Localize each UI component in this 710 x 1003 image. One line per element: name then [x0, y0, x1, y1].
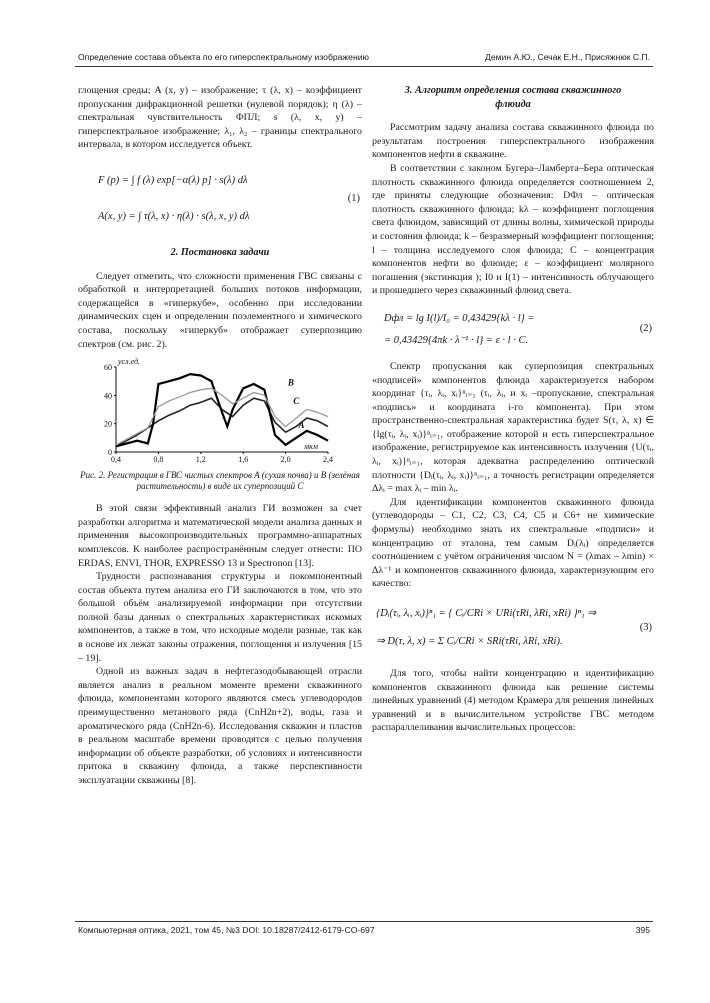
spectra-chart: [78, 355, 362, 470]
page-footer: [75, 921, 653, 936]
paragraph: Рассмотрим задачу анализа состава скважинного флюида по результатам построения гиперспектрального изображения компонентов нефти в скважине.: [372, 122, 654, 161]
y-tick-label: 20: [104, 419, 112, 429]
figure-2: [78, 355, 362, 470]
y-tick-label: 0: [108, 448, 112, 458]
y-tick-label: 40: [104, 391, 112, 401]
paragraph: Следует отметить, что сложности применения ГВС связаны с обработкой и интерпретацией больших потоков информации, содержащейся в «гиперкубе», особенно при исследовании динамических сцен и определении поэлементного и химического состава, поскольку «гиперкуб» отображает суперпозицию спектров (см. рис. 2).: [78, 270, 362, 350]
y-tick-label: 60: [104, 363, 112, 373]
series-label-B: B: [287, 377, 294, 388]
paragraph: Одной из важных задач в нефтегазодобывающей отрасли является анализ в реальном моменте времени скважинного флюида, компонентами которого являются смесь углеводородов преимущественно метанового ряда (CnH2n+2), воды, газа и ароматического ряда (CnH2n-6). Исследования скважин и пластов в реальном масштабе времени проводятся с целью получения информации об объекте разработки, об условиях и интенсивности притока в скважину флюида, а также перспективности эксплуатации скважины [8].: [78, 666, 362, 786]
paragraph: Трудности распознавания структуры и покомпонентный состав объекта путем анализа его ГИ заключаются в том, что это большой объём анализируемой информации при отсутствии полной базы данных о спектральных характеристиках искомых компонентов, а также в том, что исходные модели разные, так как в основе их лежат законы отражения, поглощения и излучения [15 – 19].: [78, 571, 362, 664]
page-number: 395: [635, 925, 650, 935]
series-label-A: A: [298, 420, 305, 431]
x-tick-label: 0,4: [111, 455, 121, 465]
paragraph: В этой связи эффективный анализ ГИ возможен за счет разработки алгоритма и математической модели анализа данных и применения высокопроизводительных программно-аппаратных комплексов. К наиболее распространённым следует отнести: ПО ERDAS, ENVI, THOR, EXPRESSO 13 и Spectronon [13].: [78, 503, 362, 569]
header-authors: Демин А.Ю., Сечак Е.Н., Присяжнюк С.П.: [485, 52, 650, 62]
series-line-B: [116, 374, 328, 446]
equation-line: {Dᵢ(τᵢ, λᵢ, xᵢ)}ⁿ₁ = { Cᵢ/CRi × URi(τRi, λRi, xRi) }ⁿ₁ ⇒: [376, 608, 597, 619]
paragraph: В соответствии с законом Бугера–Ламберта–Бера оптическая плотность скважинного флюида определяется соотношением 2, где приняты следующие обозначения: DФл – оптическая плотность скважинного флюида; kλ – коэффициент поглощения света флюидом, зависящий от длины волны, химической природы и состояния флюида; k – безразмерный коэффициент поглощения; l – толщина исследуемого слоя флюида; C – концентрация компонентов нефти во флюиде; ε – коэффициент молярного погашения (экстинкция ); I0 и I(1) – интенсивность облучающего и прошедшего через скважинный флюид света.: [372, 162, 654, 297]
equation-line: A(x, y) = ∫ τ(λ, x) · η(λ) · s(λ, x, y) dλ: [98, 210, 250, 222]
paragraph: Для идентификации компонентов скважинного флюида (углеводороды – C1, C2, C3, C4, C5 и C6+ не химические формулы) необходимо знать их спектральные «подписи» и концентрацию от эталона, тем самым Dᵢ(λᵢ) определяется соотношением с учётом ограничения числом N = (λmax – λmin) × Δλ⁻¹ и компонентов скважинного флюида, характеризующим его качество:: [372, 496, 654, 590]
y-axis-label: усл.ед.: [118, 357, 140, 367]
footer-citation: Компьютерная оптика, 2021, том 45, №3 DOI: 10.18287/2412-6179-CO-697: [78, 925, 375, 935]
right-column: [372, 84, 654, 735]
equation-2: [372, 306, 654, 354]
section-heading: 3. Алгоритм определения состава скважинного флюида: [404, 85, 622, 110]
left-column: [78, 84, 362, 788]
paragraph: Для того, чтобы найти концентрацию и идентификацию компонентов скважинного флюида как решение системы линейных уравнений (4) методом Крамера для решения линейных уравнений и в вычислительном устройстве ГВС методом распараллеливания вычислительных процессов:: [372, 668, 654, 734]
equation-line: = 0,43429{4πk · λ⁻¹ · l} = ε · l · C.: [384, 334, 529, 346]
equation-number: (2): [639, 322, 652, 334]
x-tick-label: 1,6: [238, 455, 249, 465]
x-axis-label: мкм: [304, 442, 318, 452]
figure-caption: Рис. 2. Регистрация в ГВС чистых спектров A (сухая почва) и B (зелёная растительность) в виде их суперпозиций C: [80, 470, 360, 492]
x-tick-label: 1,2: [195, 455, 206, 465]
paragraph: Спектр пропускания как суперпозиция спектральных «подписей» компонентов флюида характеризуется набором координат {τᵢ, λᵢ, xᵢ}ⁿᵢ₌₁ (τᵢ, λᵢ, и xᵢ –пропускание, спектральная «подпись» и координата i-го компонента). При этом пространственно-спектральная характеристика будет S(τ, λ, x) ∈ {lg(τᵢ, λᵢ, xᵢ)}ⁿᵢ₌₁, отображение которой и есть гиперспектральное изображение, регистрируемое как интенсивность излучения {U(τᵢ, λᵢ, xᵢ)}ⁿᵢ₌₁, которая адекватна распределению оптической плотности {Dᵢ(τᵢ, λᵢ, xᵢ)}ⁿᵢ₌₁, а точность регистрации определяется Δλᵢ = max λᵢ – min λᵢ.: [372, 360, 654, 495]
equation-number: (3): [639, 622, 652, 633]
equation-number: (1): [347, 192, 360, 204]
paragraph: глощения среды; A (x, y) – изображение; τ (λ, x) – коэффициент пропускания дифракционной решетки (нулевой порядок); η (λ) – спектральная чувствительность ФПЛ; s (λ, x, y) – гиперспектральное изображение; λ₁, λ₂ – границы спектрального интервала, в котором исследуется объект.: [78, 85, 362, 151]
equation-1: [78, 162, 362, 240]
x-tick-label: 2,4: [323, 455, 333, 465]
equation-line: F (p) = ∫ f (λ) exp[−α(λ) p] · s(λ) dλ: [98, 174, 248, 186]
x-tick-label: 2,0: [280, 455, 291, 465]
series-label-C: C: [293, 395, 300, 406]
x-tick-label: 0,8: [153, 455, 164, 465]
equation-line: ⇒ D(τ, λ, x) = Σ Cᵢ/CRi × SRi(τRi, λRi, xRi).: [376, 636, 563, 647]
page-header: [75, 52, 653, 67]
equation-line: Dфл = lg I(l)/I₀ = 0,43429{kλ · l} =: [384, 312, 535, 324]
header-title: Определение состава объекта по его гиперспектральному изображению: [78, 52, 369, 62]
section-heading: 2. Постановка задачи: [170, 246, 270, 258]
equation-3: [372, 597, 654, 661]
